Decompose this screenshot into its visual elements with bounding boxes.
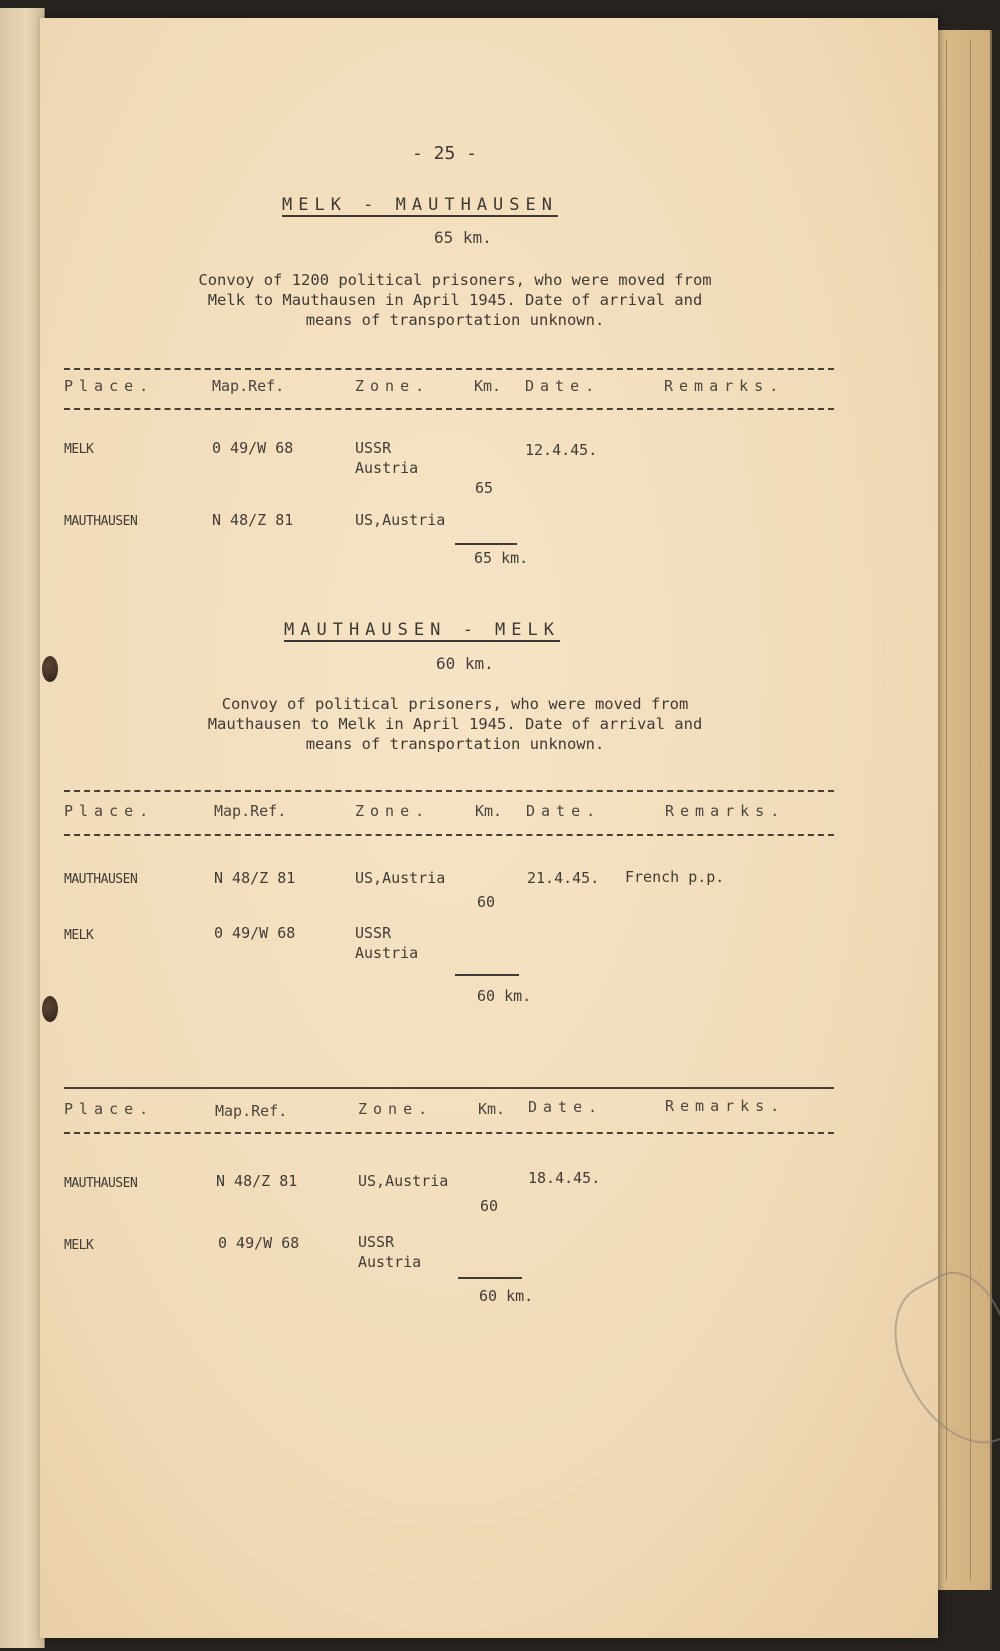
header-place: Place.: [64, 802, 155, 820]
section-distance: 65 km.: [434, 228, 492, 247]
header-date: Date.: [528, 1098, 604, 1116]
header-km: Km.: [478, 1100, 506, 1118]
header-km: Km.: [475, 802, 503, 820]
row-map-ref: 0 49/W 68: [214, 924, 296, 942]
row-map-ref: N 48/Z 81: [212, 511, 294, 529]
section-description-line: Convoy of 1200 political prisoners, who were moved from: [198, 271, 712, 289]
header-zone: Zone.: [358, 1100, 434, 1118]
row-map-ref: 0 49/W 68: [218, 1234, 300, 1252]
table-top-rule: [64, 790, 834, 792]
row-zone: US,Austria: [355, 511, 446, 529]
left-facing-page: [0, 8, 45, 1648]
total-underline: [458, 1277, 522, 1279]
segment-km: 60: [477, 893, 496, 911]
section-description-line: Melk to Mauthausen in April 1945. Date of arrival and: [207, 291, 703, 309]
total-underline: [455, 543, 517, 545]
section-description-line: means of transportation unknown.: [305, 735, 605, 753]
total-distance: 60 km.: [477, 987, 532, 1005]
header-remarks: Remarks.: [664, 377, 785, 395]
row-remarks: French p.p.: [625, 868, 725, 886]
row-place: MAUTHAUSEN: [64, 1176, 138, 1191]
binder-hole-top: [42, 656, 58, 682]
row-zone: US,Austria: [358, 1172, 449, 1190]
row-zone: USSR Austria: [355, 439, 419, 477]
row-place: MELK: [64, 442, 94, 457]
table-top-rule: [64, 368, 834, 370]
table-top-rule: [64, 1087, 834, 1089]
segment-km: 65: [475, 479, 494, 497]
document-page: [40, 18, 938, 1638]
total-distance: 60 km.: [479, 1287, 534, 1305]
header-map-ref: Map.Ref.: [214, 802, 287, 820]
header-map-ref: Map.Ref.: [212, 377, 285, 395]
total-underline: [455, 974, 519, 976]
row-place: MAUTHAUSEN: [64, 514, 138, 529]
row-map-ref: 0 49/W 68: [212, 439, 294, 457]
row-zone: USSR Austria: [358, 1233, 422, 1271]
header-place: Place.: [64, 1100, 155, 1118]
section-description-line: Mauthausen to Melk in April 1945. Date of arrival and: [207, 715, 703, 733]
row-place: MELK: [64, 1238, 94, 1253]
header-place: Place.: [64, 377, 155, 395]
row-map-ref: N 48/Z 81: [216, 1172, 298, 1190]
segment-km: 60: [480, 1197, 499, 1215]
section-description-line: means of transportation unknown.: [305, 311, 605, 329]
row-place: MAUTHAUSEN: [64, 872, 138, 887]
row-place: MELK: [64, 928, 94, 943]
header-map-ref: Map.Ref.: [215, 1102, 288, 1120]
table-header-rule: [64, 1132, 834, 1134]
header-date: Date.: [525, 377, 601, 395]
section-description-line: Convoy of political prisoners, who were moved from: [221, 695, 689, 713]
row-date: 12.4.45.: [525, 441, 598, 459]
section-title-mauthausen-melk: MAUTHAUSEN - MELK: [284, 620, 560, 640]
row-zone: USSR Austria: [355, 924, 419, 962]
header-remarks: Remarks.: [665, 802, 786, 820]
header-remarks: Remarks.: [665, 1097, 786, 1115]
row-zone: US,Austria: [355, 869, 446, 887]
table-header-rule: [64, 408, 834, 410]
table-header-rule: [64, 834, 834, 836]
section-distance: 60 km.: [436, 654, 494, 673]
total-distance: 65 km.: [474, 549, 529, 567]
row-date: 18.4.45.: [528, 1169, 601, 1187]
binder-hole-bottom: [42, 996, 58, 1022]
header-zone: Zone.: [355, 802, 431, 820]
page-number: - 25 -: [412, 143, 478, 164]
row-map-ref: N 48/Z 81: [214, 869, 296, 887]
header-zone: Zone.: [355, 377, 431, 395]
header-date: Date.: [526, 802, 602, 820]
header-km: Km.: [474, 377, 502, 395]
section-title-melk-mauthausen: MELK - MAUTHAUSEN: [282, 195, 558, 215]
row-date: 21.4.45.: [527, 869, 600, 887]
